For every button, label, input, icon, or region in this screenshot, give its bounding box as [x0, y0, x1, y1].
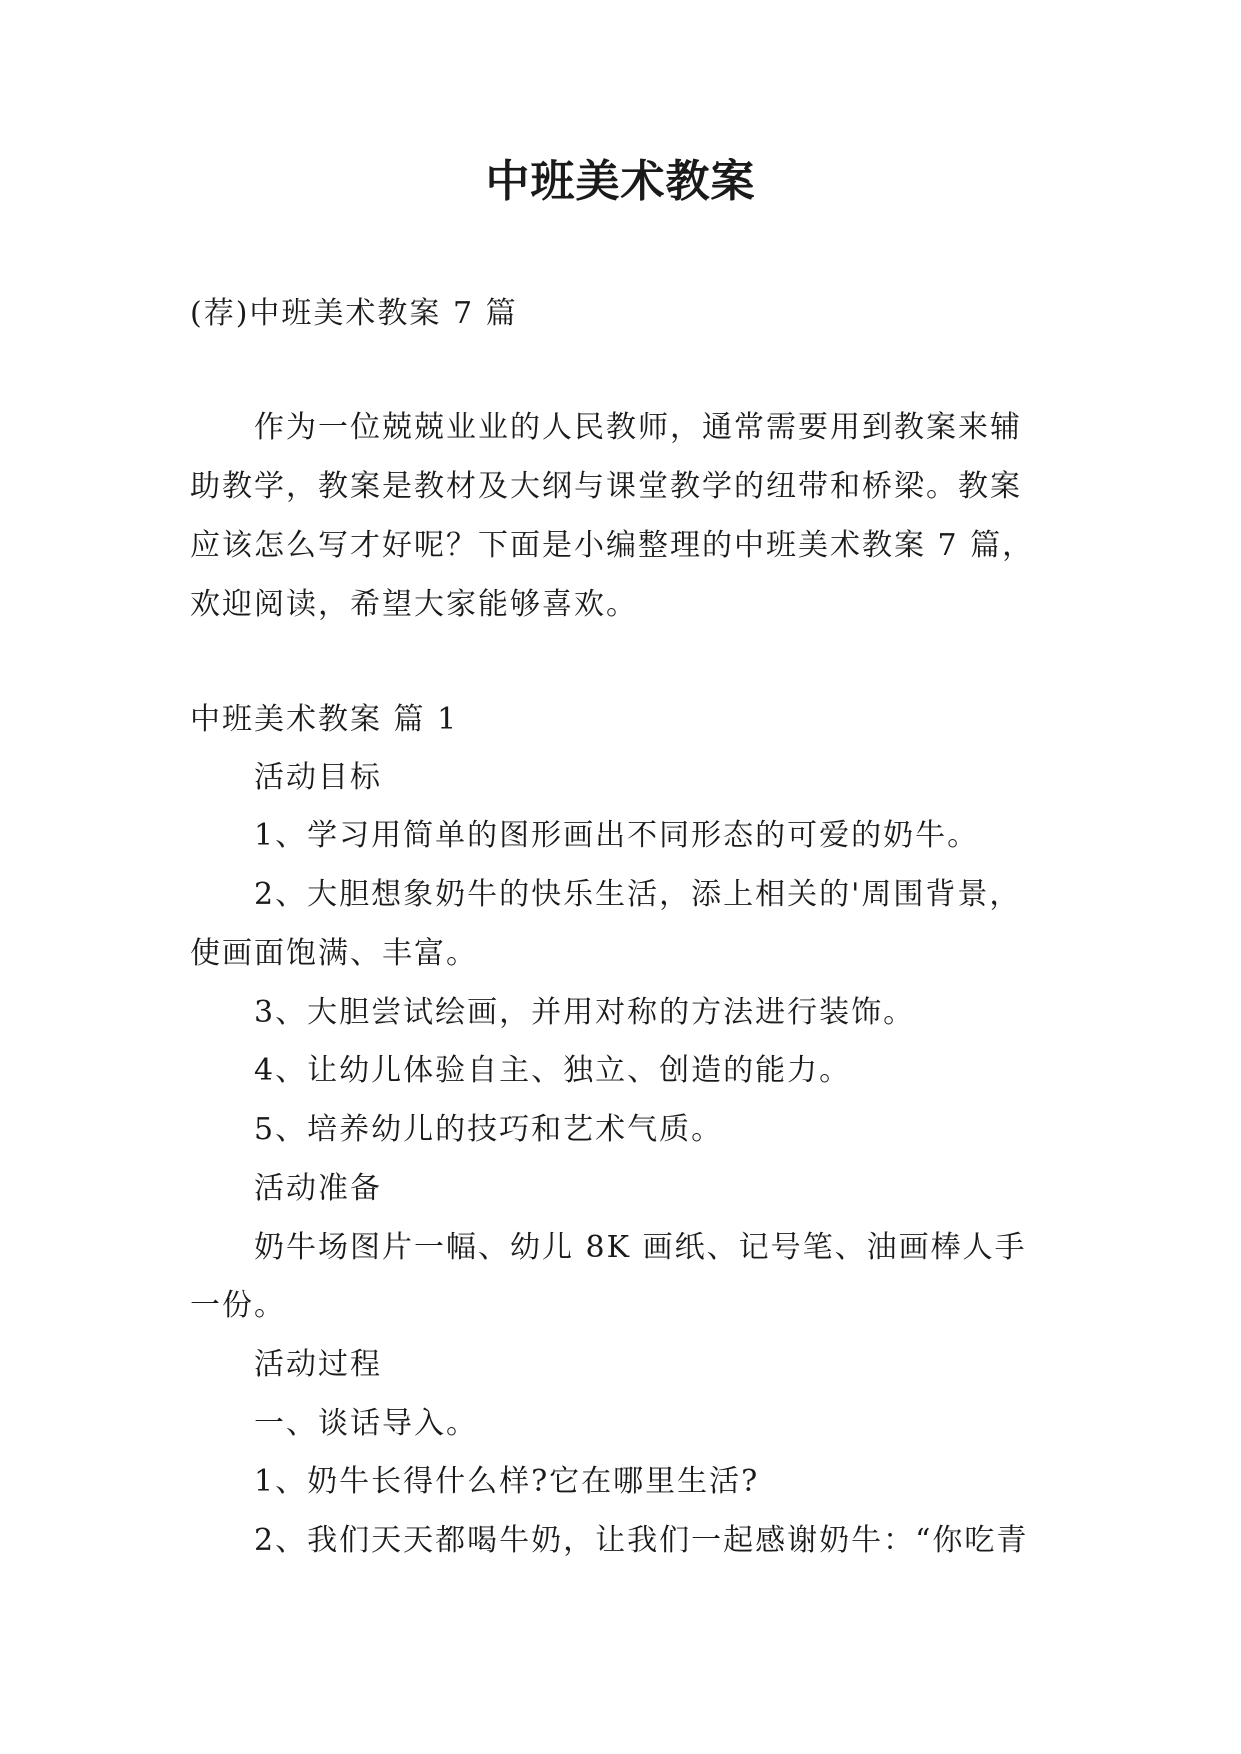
body-line: 一、谈话导入。	[254, 1406, 478, 1441]
intro-line: 欢迎阅读，希望大家能够喜欢。	[190, 587, 638, 622]
intro-line: 应该怎么写才好呢？下面是小编整理的中班美术教案 7 篇，	[190, 528, 1035, 563]
body-line: 2、我们天天都喝牛奶，让我们一起感谢奶牛：“你吃青	[254, 1523, 1029, 1558]
body-line: 一份。	[190, 1288, 286, 1323]
body-line: 1、奶牛长得什么样?它在哪里生活?	[254, 1464, 760, 1499]
body-line: 4、让幼儿体验自主、独立、创造的能力。	[254, 1053, 852, 1088]
intro-line: 助教学，教案是教材及大纲与课堂教学的纽带和桥梁。教案	[190, 469, 1022, 504]
document-subtitle: (荐)中班美术教案 7 篇	[190, 296, 518, 331]
body-line: 1、学习用简单的图形画出不同形态的可爱的奶牛。	[254, 818, 980, 853]
document-title: 中班美术教案	[485, 156, 756, 207]
body-line: 2、大胆想象奶牛的快乐生活，添上相关的'周围背景，	[254, 877, 1022, 912]
body-line: 活动目标	[254, 760, 382, 795]
intro-line: 作为一位兢兢业业的人民教师，通常需要用到教案来辅	[254, 410, 1022, 445]
body-line: 3、大胆尝试绘画，并用对称的方法进行装饰。	[254, 995, 916, 1030]
section-heading: 中班美术教案 篇 1	[190, 702, 459, 737]
body-line: 活动过程	[254, 1347, 382, 1382]
body-line: 使画面饱满、丰富。	[190, 936, 478, 971]
body-line: 5、培养幼儿的技巧和艺术气质。	[254, 1112, 724, 1147]
body-line: 活动准备	[254, 1171, 382, 1206]
body-line: 奶牛场图片一幅、幼儿 8K 画纸、记号笔、油画棒人手	[254, 1230, 1027, 1265]
